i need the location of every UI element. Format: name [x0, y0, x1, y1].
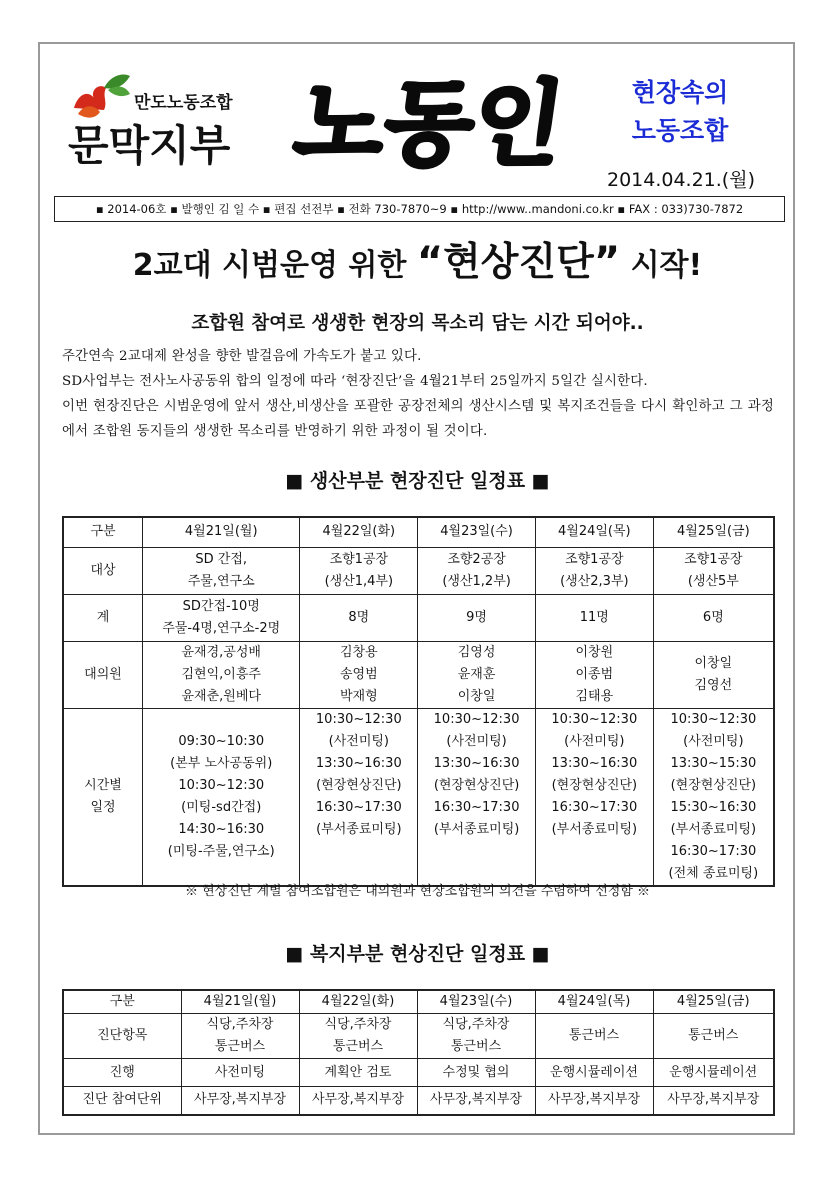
table-cell: 식당,주차장 통근버스 — [181, 1014, 299, 1059]
table-cell: 김창용 송영범 박재형 — [300, 641, 418, 708]
table-cell: 김영성 윤재훈 이창일 — [418, 641, 536, 708]
row-label: 계 — [63, 594, 143, 641]
table-cell: 사전미팅 — [181, 1059, 299, 1087]
headline-post: 시작! — [630, 248, 703, 283]
header-cell: 4월24일(목) — [535, 990, 653, 1014]
header-cell: 4월25일(금) — [653, 990, 774, 1014]
table-cell: 11명 — [535, 594, 653, 641]
selection-note: ※ 현상진단 계별 참여조합원은 대의원과 현장조합원의 의견을 수렴하여 선정함 ※ — [184, 884, 651, 899]
table-row — [63, 1059, 774, 1087]
row-label: 진단항목 — [63, 1014, 181, 1059]
header-cell: 4월22일(화) — [299, 990, 417, 1014]
table-cell: 10:30~12:30 (사전미팅) 13:30~16:30 (현장현상진단) 16:30~17:30 (부서종료미팅) — [300, 708, 418, 886]
table-cell: SD간접-10명 주물-4명,연구소-2명 — [143, 594, 300, 641]
masthead-title — [288, 56, 571, 186]
welfare-schedule-title: ■ 복지부분 현상진단 일정표 ■ — [285, 943, 550, 965]
table-cell: 통근버스 — [653, 1014, 774, 1059]
table-cell: 8명 — [300, 594, 418, 641]
headline — [40, 236, 795, 292]
table-row — [63, 1087, 774, 1115]
headline-quote-close: ” — [593, 239, 621, 285]
table-cell: 이창원 이종범 김태용 — [535, 641, 653, 708]
union-logo — [64, 68, 254, 180]
row-label: 대상 — [63, 547, 143, 594]
table-cell: 수정및 협의 — [417, 1059, 535, 1087]
table-cell: 윤재경,공성배 김현익,이흥주 윤재춘,원베다 — [143, 641, 300, 708]
paragraph: SD사업부는 전사노사공동위 합의 일정에 따라 ‘현장진단’을 4월21부터 25일까지 5일간 실시한다. — [62, 374, 648, 389]
header-cell: 4월23일(수) — [417, 990, 535, 1014]
table-cell: 사무장,복지부장 — [653, 1087, 774, 1115]
row-label: 대의원 — [63, 641, 143, 708]
header-cell: 4월21일(월) — [143, 517, 300, 547]
header-cell: 구분 — [63, 517, 143, 547]
headline-quote-open: “ — [416, 239, 444, 285]
table-cell: 조향1공장 (생산5부 — [653, 547, 774, 594]
table-cell: 10:30~12:30 (사전미팅) 13:30~16:30 (현장현상진단) 16:30~17:30 (부서종료미팅) — [535, 708, 653, 886]
masthead-text: 노동인 — [288, 69, 571, 178]
row-label: 진행 — [63, 1059, 181, 1087]
article-body — [62, 344, 774, 444]
header-cell: 4월25일(금) — [653, 517, 774, 547]
table-cell: 사무장,복지부장 — [299, 1087, 417, 1115]
table-cell: 계획안 검토 — [299, 1059, 417, 1087]
table-cell: 운행시뮬레이션 — [653, 1059, 774, 1087]
table-cell: 10:30~12:30 (사전미팅) 13:30~15:30 (현장현상진단) 15:30~16:30 (부서종료미팅) 16:30~17:30 (전체 종료미팅) — [653, 708, 774, 886]
header-cell: 4월22일(화) — [300, 517, 418, 547]
table-row — [63, 1014, 774, 1059]
tagline-line-2: 노동조합 — [631, 116, 729, 145]
table-cell: 10:30~12:30 (사전미팅) 13:30~16:30 (현장현상진단) 16:30~17:30 (부서종료미팅) — [418, 708, 536, 886]
table-cell: 9명 — [418, 594, 536, 641]
welfare-schedule-table — [62, 989, 775, 1116]
table-cell: 조향1공장 (생산2,3부) — [535, 547, 653, 594]
logo-big-text: 문막지부 — [68, 121, 231, 170]
table-cell: 6명 — [653, 594, 774, 641]
table-cell: 사무장,복지부장 — [535, 1087, 653, 1115]
header-cell: 4월21일(월) — [181, 990, 299, 1014]
table-row — [63, 547, 774, 594]
table-row — [63, 708, 774, 886]
production-schedule-table — [62, 516, 775, 887]
table-cell: 통근버스 — [535, 1014, 653, 1059]
table-cell: 사무장,복지부장 — [181, 1087, 299, 1115]
table-cell: 식당,주차장 통근버스 — [299, 1014, 417, 1059]
table-row — [63, 594, 774, 641]
table-cell: 조향2공장 (생산1,2부) — [418, 547, 536, 594]
issue-date: 2014.04.21.(월) — [606, 169, 755, 191]
header-cell: 4월24일(목) — [535, 517, 653, 547]
logo-flame-leaf-icon — [64, 68, 254, 180]
headline-pre: 2교대 시범운영 위한 — [132, 248, 407, 283]
logo-small-text: 만도노동조합 — [134, 93, 233, 113]
table-header-row — [63, 990, 774, 1014]
header-cell: 4월23일(수) — [418, 517, 536, 547]
tagline-line-1: 현장속의 — [631, 78, 729, 107]
table-header-row — [63, 517, 774, 547]
row-label: 진단 참여단위 — [63, 1087, 181, 1115]
row-label: 시간별 일정 — [63, 708, 143, 886]
table-cell: 이창일 김영선 — [653, 641, 774, 708]
publication-info-bar: ▪ 2014-06호 ▪ 발행인 김 일 수 ▪ 편집 선전부 ▪ 전화 730-7870~9 ▪ http://www..mandoni.co.kr ▪ FAX : 033)730-7872 — [54, 196, 785, 222]
header-cell: 구분 — [63, 990, 181, 1014]
paragraph: 주간연속 2교대제 완성을 향한 발걸음에 가속도가 붙고 있다. — [62, 349, 422, 364]
table-cell: SD 간접, 주물,연구소 — [143, 547, 300, 594]
table-cell: 조향1공장 (생산1,4부) — [300, 547, 418, 594]
table-cell: 09:30~10:30 (본부 노사공동위) 10:30~12:30 (미팅-sd간접) 14:30~16:30 (미팅-주물,연구소) — [143, 708, 300, 886]
production-schedule-title: ■ 생산부분 현장진단 일정표 ■ — [285, 470, 550, 492]
paragraph: 이번 현장진단은 시범운영에 앞서 생산,비생산을 포괄한 공장전체의 생산시스템 및 복지조건들을 다시 확인하고 그 과정에서 조합원 동지들의 생생한 목소리를 반영하기 위한 과정이 될 것이다. — [62, 399, 774, 439]
table-row — [63, 641, 774, 708]
table-cell: 운행시뮬레이션 — [535, 1059, 653, 1087]
subheadline: 조합원 참여로 생생한 현장의 목소리 담는 시간 되어야.. — [191, 313, 644, 334]
table-cell: 사무장,복지부장 — [417, 1087, 535, 1115]
headline-key: 현상진단 — [443, 240, 594, 285]
table-cell: 식당,주차장 통근버스 — [417, 1014, 535, 1059]
tagline — [600, 74, 760, 150]
